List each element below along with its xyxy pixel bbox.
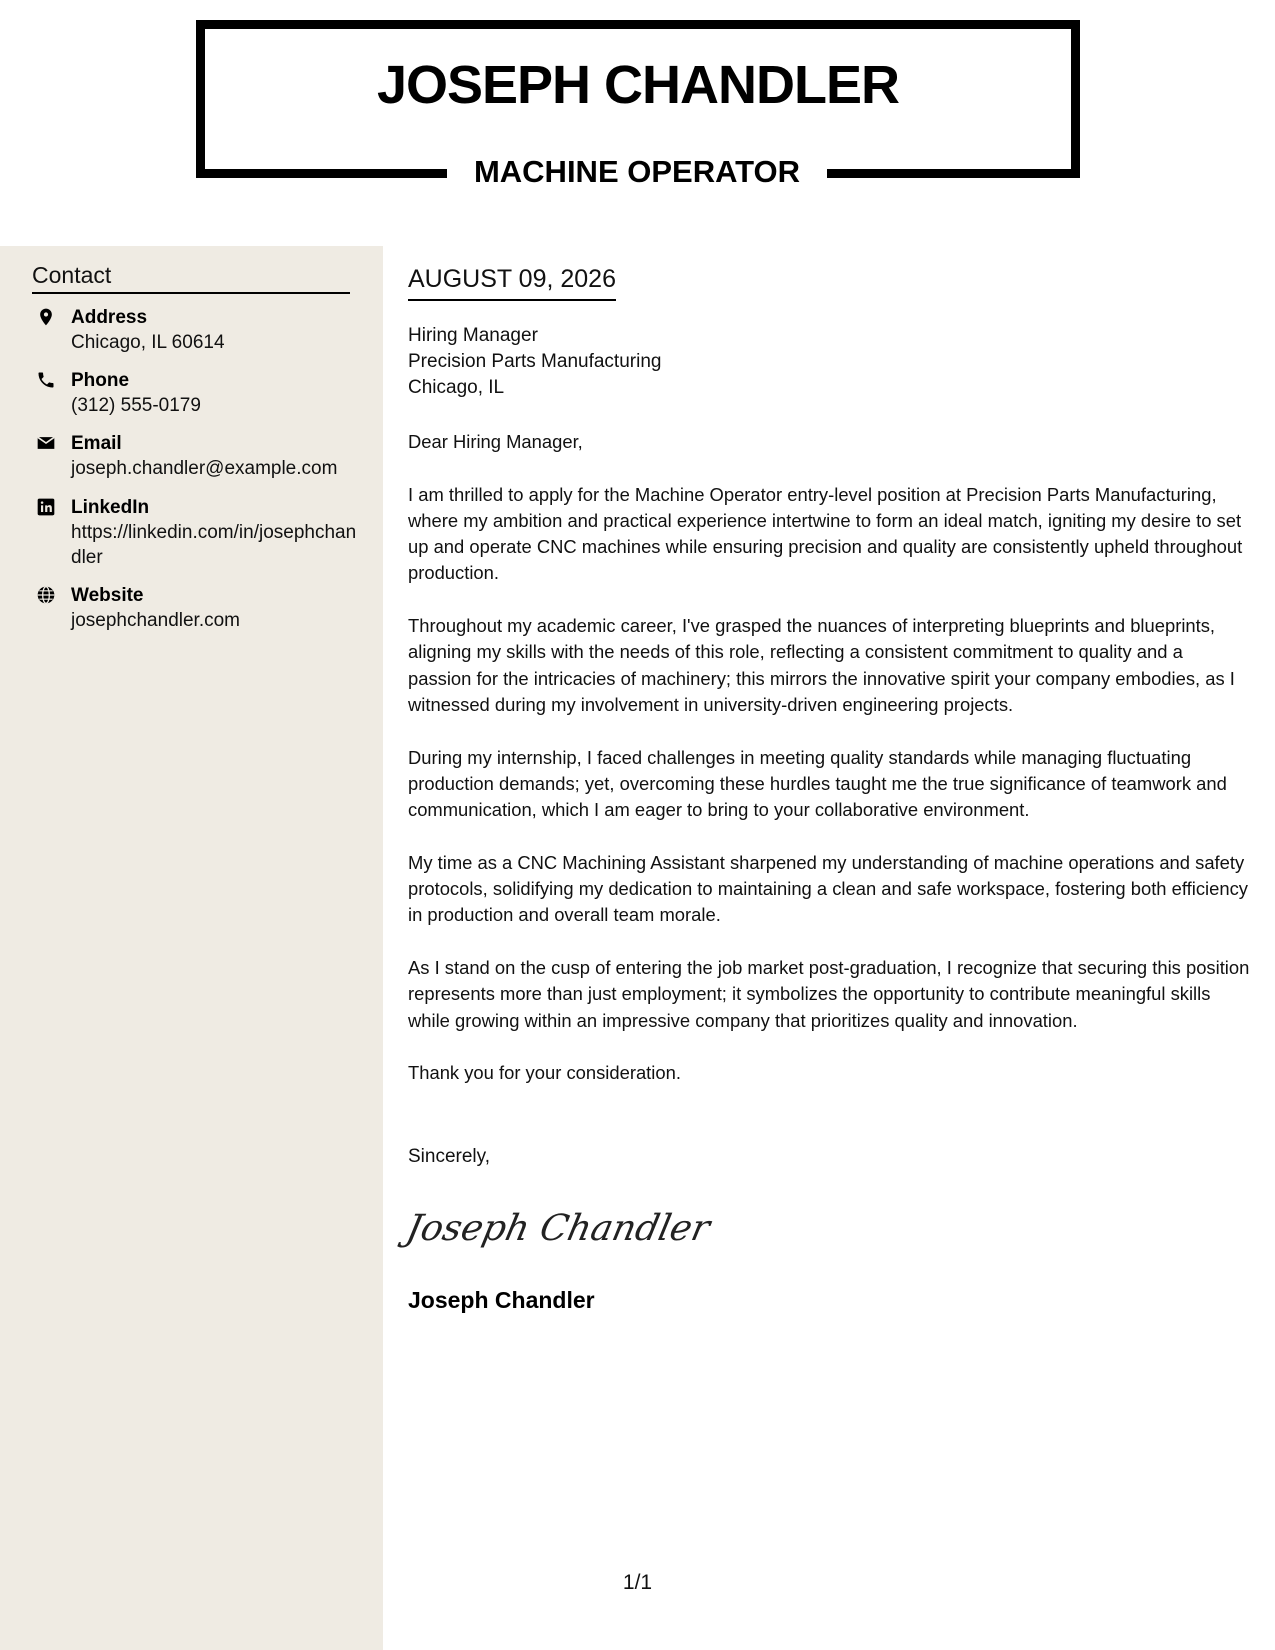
- letter-date: AUGUST 09, 2026: [408, 264, 616, 301]
- recipient-line: Hiring Manager: [408, 325, 538, 346]
- address-value: Chicago, IL 60614: [71, 332, 225, 353]
- contact-label: Email: [71, 433, 122, 454]
- body-paragraph: My time as a CNC Machining Assistant sharpened my understanding of machine operations and safety protocols, solidifying my dedication to maintaining a clean and safe workspace, fostering both efficiency in production and overall team morale.: [408, 851, 1248, 926]
- phone-icon: [36, 370, 56, 390]
- contact-label: LinkedIn: [71, 497, 150, 518]
- location-pin-icon: [36, 307, 56, 327]
- envelope-icon: [36, 433, 56, 453]
- body-paragraph: During my internship, I faced challenges in meeting quality standards while managing fluctuating production demands; yet, overcoming these hurdles taught me the true significance of teamwork and communication, which I am eager to bring to your collaborative environment.: [408, 746, 1227, 821]
- candidate-name: JOSEPH CHANDLER: [376, 55, 900, 115]
- body-paragraph: Throughout my academic career, I've grasped the nuances of interpreting blueprints and blueprints, aligning my skills with the needs of this role, reflecting a consistent commitment to quality and a passion for the intricacies of machinery; this mirrors the innovative spirit your company embodies, as I witnessed during my involvement in university-driven engineering projects.: [408, 615, 1235, 715]
- phone-value: (312) 555-0179: [71, 395, 201, 416]
- linkedin-icon: [36, 497, 56, 517]
- body-paragraph: As I stand on the cusp of entering the job market post-graduation, I recognize that securing this position represents more than just employment; it symbolizes the opportunity to contribute meaningful skills while growing within an impressive company that prioritizes quality and innovation.: [408, 956, 1250, 1031]
- contact-label: Website: [71, 585, 144, 606]
- page-number: 1/1: [622, 1571, 653, 1594]
- contact-label: Address: [71, 307, 148, 328]
- contact-heading: Contact: [32, 260, 350, 294]
- letter-body: [408, 429, 1250, 1113]
- body-paragraph: Thank you for your consideration.: [408, 1062, 681, 1084]
- recipient-line: Chicago, IL: [408, 377, 505, 398]
- linkedin-value[interactable]: https://linkedin.com/in/josephchandler: [71, 522, 357, 568]
- recipient-block: [408, 323, 661, 401]
- handwritten-signature: [402, 1196, 714, 1258]
- globe-icon: [36, 585, 56, 605]
- email-value[interactable]: joseph.chandler@example.com: [71, 458, 338, 479]
- body-paragraph: I am thrilled to apply for the Machine Operator entry-level position at Precision Parts Manufacturing, where my ambition and practical experience intertwine to form an ideal match, igniting my desire to set up and operate CNC machines while ensuring precision and quality are consistently upheld throughout production.: [408, 483, 1243, 584]
- closing: Sincerely,: [408, 1146, 491, 1167]
- svg-text:Joseph Chandler: Joseph Chandler: [402, 1206, 714, 1249]
- recipient-line: Precision Parts Manufacturing: [408, 351, 662, 372]
- job-title: MACHINE OPERATOR: [473, 154, 801, 189]
- website-value[interactable]: josephchandler.com: [71, 610, 240, 631]
- contact-label: Phone: [71, 370, 130, 391]
- salutation: Dear Hiring Manager,: [408, 431, 583, 452]
- signer-name: Joseph Chandler: [408, 1287, 595, 1313]
